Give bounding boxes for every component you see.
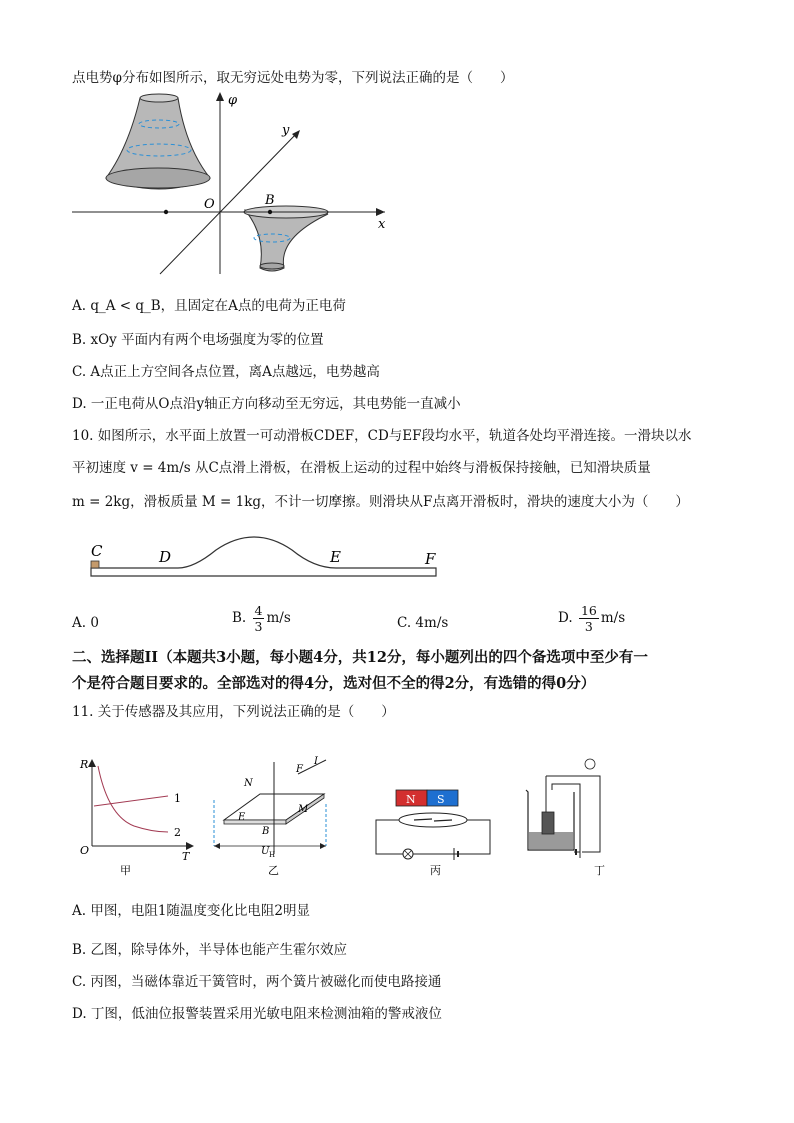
sliding-board-figure (86, 534, 446, 584)
phi-axis-label: φ (228, 93, 238, 108)
label-u: U (261, 846, 270, 857)
q9-option-d: D. 一正电荷从O点沿y轴正方向移动至无穷远，其电势能一直减小 (72, 396, 461, 412)
q10-line3: m = 2kg，滑板质量 M = 1kg，不计一切摩擦。则滑块从F点离开滑板时，滑块的速度大小为（ ） (72, 494, 689, 510)
label-f: F (425, 550, 436, 568)
q11-option-d: D. 丁图，低油位报警装置采用光敏电阻来检测油箱的警戒液位 (72, 1006, 442, 1022)
label-e: E (238, 812, 246, 823)
q10-option-d: D. $\frac{16}{3}$ m/s (558, 603, 626, 634)
section-heading-line2: 个是符合题目要求的。全部选对的得4分，选对但不全的得2分，有选错的得0分） (72, 675, 596, 692)
q10-option-b: B. $\frac{4}{3}$ m/s (232, 603, 291, 634)
figure-jia (76, 754, 196, 878)
label-e: E (330, 548, 341, 566)
axis-t-label: T (182, 850, 190, 863)
q11-option-b: B. 乙图，除导体外，半导体也能产生霍尔效应 (72, 942, 348, 958)
caption-jia: 甲 (120, 864, 131, 877)
x-axis-label: x (378, 217, 386, 232)
q10-option-c: C. 4m/s (397, 615, 449, 631)
caption-bing: 丙 (430, 864, 441, 877)
q9-option-c: C. A点正上方空间各点位置，离A点越远，电势越高 (72, 364, 380, 380)
label-n: N (244, 778, 253, 789)
q11-stem: 11. 关于传感器及其应用，下列说法正确的是（ ） (72, 704, 395, 720)
point-b-label: B (265, 193, 275, 208)
q11-option-c: C. 丙图，当磁体靠近干簧管时，两个簧片被磁化而使电路接通 (72, 974, 442, 990)
caption-yi: 乙 (268, 864, 279, 877)
caption-ding: 丁 (594, 864, 605, 877)
q10-line2: 平初速度 v = 4m/s 从C点滑上滑板，在滑板上运动的过程中始终与滑板保持接触，已知滑块质量 (72, 460, 651, 476)
figure-ding (516, 754, 616, 878)
label-c: C (91, 542, 103, 560)
label-i: I (314, 756, 318, 767)
q9-stem: 点电势φ分布如图所示，取无穷远处电势为零，下列说法正确的是（ ） (72, 70, 514, 86)
figure-bing (370, 782, 500, 880)
potential-figure (70, 88, 400, 278)
label-m: M (298, 804, 309, 815)
curve-1-label: 1 (174, 792, 181, 805)
label-d: D (159, 548, 172, 566)
curve-2-label: 2 (174, 826, 181, 839)
origin-o-label: O (80, 844, 90, 857)
q9-option-a: A. q_A < q_B，且固定在A点的电荷为正电荷 (72, 298, 346, 314)
section-heading-line1: 二、选择题II（本题共3小题，每小题4分，共12分，每小题列出的四个备选项中至少有一 (72, 649, 648, 666)
axis-r-label: R (80, 758, 89, 771)
q11-option-a: A. 甲图，电阻1随温度变化比电阻2明显 (72, 903, 311, 919)
label-f: F (296, 764, 303, 775)
magnet-s-label: S (437, 793, 445, 806)
magnet-n-label: N (406, 793, 416, 806)
label-u-sub: H (269, 851, 276, 859)
q10-line1: 10. 如图所示，水平面上放置一可动滑板CDEF，CD与EF段均水平，轨道各处均平滑连接。一滑块以水 (72, 428, 692, 444)
label-b: B (262, 826, 270, 837)
q9-option-b: B. xOy 平面内有两个电场强度为零的位置 (72, 332, 324, 348)
origin-label: O (204, 197, 215, 212)
q10-option-a: A. 0 (72, 615, 99, 631)
y-axis-label: y (282, 123, 290, 138)
figure-yi (206, 754, 336, 878)
